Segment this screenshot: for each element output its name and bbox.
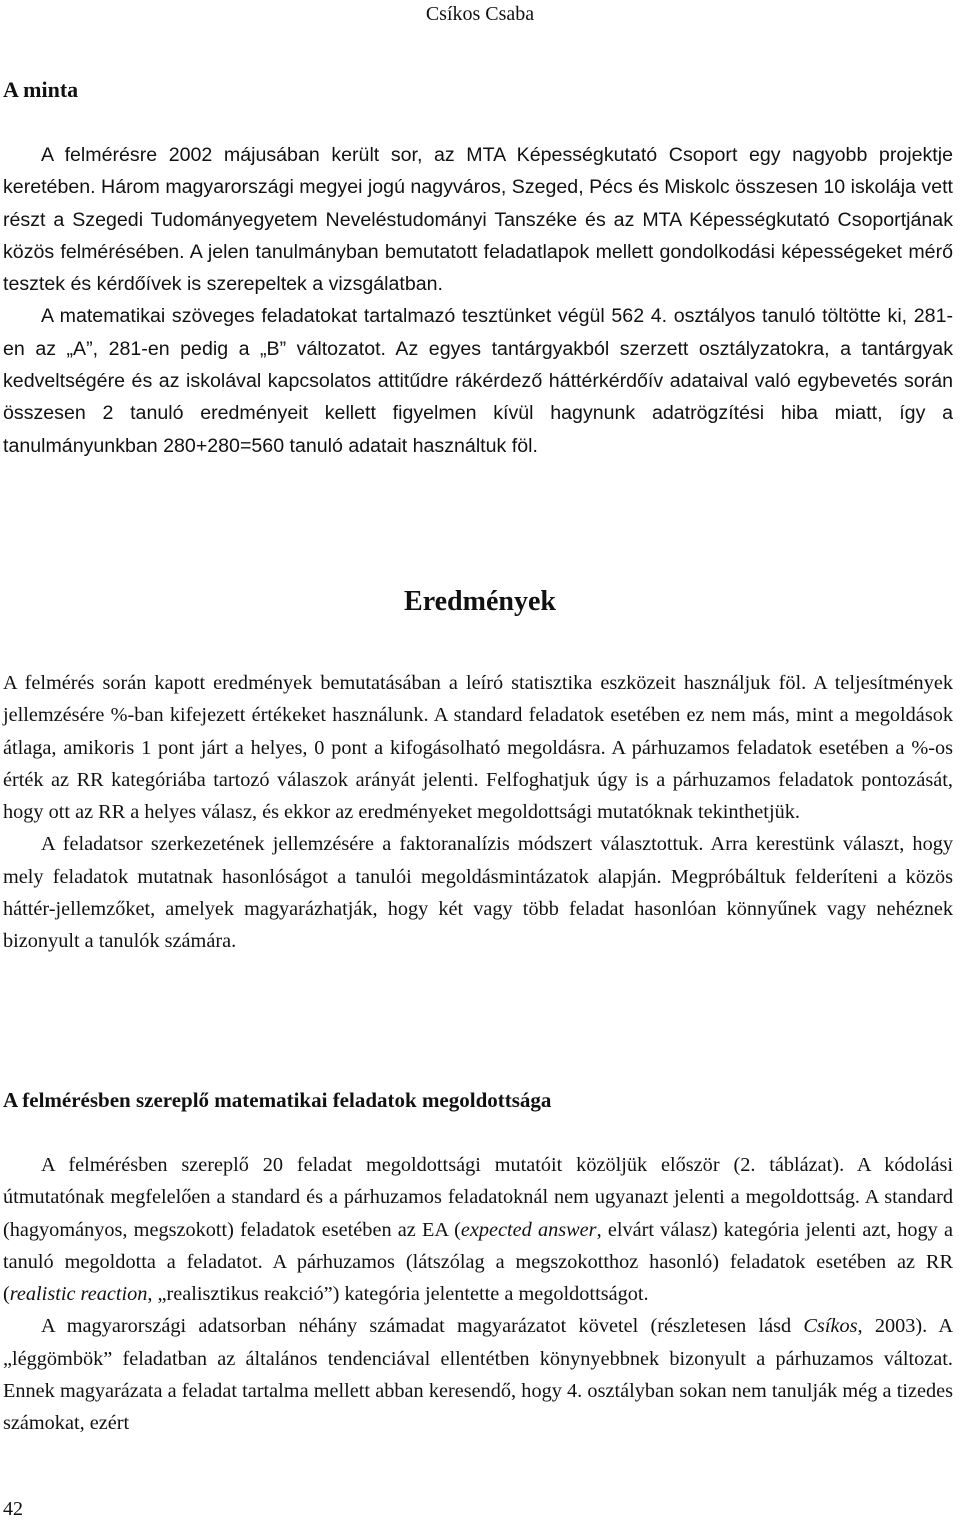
term-expected-answer: expected answer — [460, 1218, 597, 1241]
paragraph: A felmérés során kapott eredmények bemutatásában a leíró statisztika eszközeit használjuk föl. A teljesítmények jellemzésére %-ban kifejezett értékeket használunk. A standard feladatok esetében ez nem más, mint a megoldások átlaga, amikoris 1 pont járt a helyes, 0 pont a kifogásolható megoldásra. A párhuzamos feladatok esetében a %-os érték az RR kategóriába tartozó válaszok arányát jelenti. Felfoghatjuk úgy is a párhuzamos feladatok pontozását, hogy ott az RR a helyes válasz, és ekkor az eredményeket megoldottsági mutatóknak tekinthetjük. — [3, 672, 953, 824]
text-run: , elvárt válasz) kategória jelenti azt, hogy a tanuló megoldotta a feladatot. A párhuzamos (látszólag a megszokotthoz hasonló) feladatok esetében az RR ( — [3, 1218, 953, 1306]
text-run: A magyarországi adatsorban néhány számadat magyarázatot követel (részletesen lásd — [41, 1315, 804, 1338]
paragraph: A matematikai szöveges feladatokat tartalmazó tesztünket végül 562 4. osztályos tanuló töltötte ki, 281-en az „A”, 281-en pedig a „B” változatot. Az egyes tantárgyakból szerzett osztályzatokra, a tantárgyak kedveltségére és az iskolával kapcsolatos attitűdre rákérdező háttérkérdőív adataival való egybevetés során összesen 2 tanuló eredményeit kellett figyelmen kívül hagynunk adatrögzítési hiba miatt, így a tanulmányunkban 280+280=560 tanuló adatait használtuk föl. — [3, 305, 953, 457]
paragraph: A felmérésre 2002 májusában került sor, az MTA Képességkutató Csoport egy nagyobb projektje keretében. Három magyarországi megyei jogú nagyváros, Szeged, Pécs és Miskolc összesen 10 iskolája vett részt a Szegedi Tudományegyetem Neveléstudományi Tanszéke és az MTA Képességkutató Csoportjának közös felmérésében. A jelen tanulmányban bemutatott feladatlapok mellett gondolkodási képességeket mérő tesztek és kérdőívek is szerepeltek a vizsgálatban. — [3, 144, 953, 296]
section-body-minta — [3, 139, 953, 462]
text-run: , „realisztikus reakció”) kategória jelentette a megoldottságot. — [147, 1283, 649, 1306]
paragraph: A feladatsor szerkezetének jellemzésére a faktoranalízis módszert választottuk. Arra kerestünk választ, hogy mely feladatok mutatnak hasonlóságot a tanulói megoldásmintázatok alapján. Megpróbáltuk felderíteni a közös háttér-jellemzőket, amelyek magyarázhatják, hogy két vagy több feladat hasonlóan könnyűnek vagy nehéznek bizonyult a tanulók számára. — [3, 833, 953, 953]
text-run: , 2003). A „léggömbök” feladatban az általános tendenciával ellentétben könynyebbnek bizonyult a párhuzamos változat. Ennek magyarázata a feladat tartalma mellett abban keresendő, hogy 4. osztályban sokan nem tanulják még a tizedes számokat, ezért — [3, 1315, 953, 1435]
section-body-eredmenyek — [3, 667, 953, 958]
section-heading-eredmenyek: Eredmények — [404, 586, 556, 617]
paragraph — [3, 1310, 953, 1439]
running-head: Csíkos Csaba — [425, 3, 535, 25]
section-body-megoldottsag — [3, 1149, 953, 1440]
section-heading-minta: A minta — [3, 77, 79, 102]
section-heading-megoldottsag: A felmérésben szereplő matematikai feladatok megoldottsága — [3, 1088, 552, 1112]
citation-author: Csíkos — [803, 1315, 858, 1338]
text-run: A felmérésben szereplő 20 feladat megoldottsági mutatóit közöljük először (2. táblázat). A kódolási útmutatónak megfelelően a standard és a párhuzamos feladatoknál nem ugyanazt jelenti a megoldottság. A standard (hagyományos, megszokott) feladatok esetében az EA ( — [3, 1154, 953, 1241]
paragraph — [3, 1149, 953, 1310]
term-realistic-reaction: realistic reaction — [9, 1283, 148, 1306]
page-number: 42 — [3, 1498, 23, 1520]
